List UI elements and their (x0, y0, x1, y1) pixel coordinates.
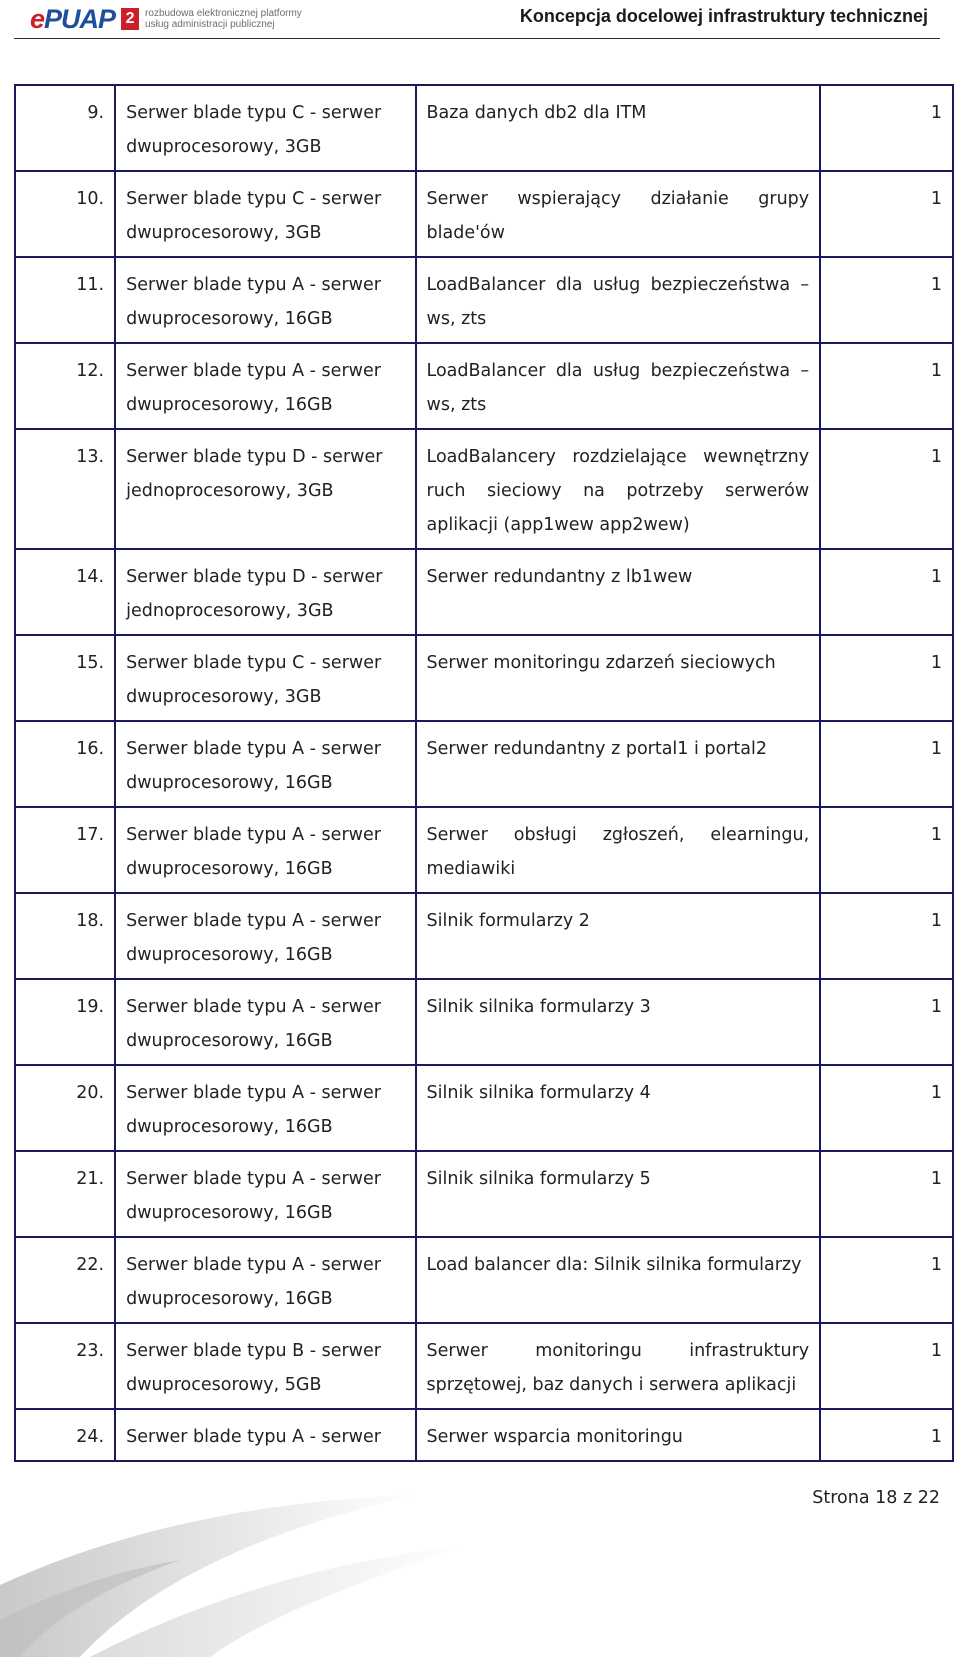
table-row (15, 807, 953, 893)
server-type-cell: Serwer blade typu C - serwer dwuprocesorowy, 3GB (115, 85, 415, 171)
table-row (15, 549, 953, 635)
quantity-cell: 1 (820, 1409, 953, 1461)
quantity-cell: 1 (820, 1237, 953, 1323)
quantity-cell: 1 (820, 1151, 953, 1237)
logo-tagline: rozbudowa elektronicznej platformy usług administracji publicznej (145, 8, 302, 30)
server-type-cell: Serwer blade typu C - serwer dwuprocesorowy, 3GB (115, 171, 415, 257)
document-title: Koncepcja docelowej infrastruktury technicznej (519, 6, 928, 26)
table-row (15, 893, 953, 979)
row-number-cell: 17. (15, 807, 115, 893)
server-purpose-cell: LoadBalancer dla usług bezpieczeństwa – ws, zts (416, 343, 821, 429)
server-purpose-cell: Serwer redundantny z portal1 i portal2 (416, 721, 821, 807)
quantity-cell: 1 (820, 171, 953, 257)
logo-number-badge: 2 (121, 8, 139, 30)
server-type-cell: Serwer blade typu B - serwer dwuprocesorowy, 5GB (115, 1323, 415, 1409)
server-purpose-cell: Serwer wsparcia monitoringu (416, 1409, 821, 1461)
table-row (15, 85, 953, 171)
server-purpose-cell: Silnik formularzy 2 (416, 893, 821, 979)
table-row (15, 1237, 953, 1323)
table-row (15, 343, 953, 429)
table-row (15, 257, 953, 343)
table-row (15, 429, 953, 549)
server-type-cell: Serwer blade typu A - serwer (115, 1409, 415, 1461)
server-purpose-cell: Silnik silnika formularzy 3 (416, 979, 821, 1065)
server-purpose-cell: LoadBalancery rozdzielające wewnętrzny ruch sieciowy na potrzeby serwerów aplikacji (app1wew app2wew) (416, 429, 821, 549)
server-purpose-cell: Serwer obsługi zgłoszeń, elearningu, mediawiki (416, 807, 821, 893)
quantity-cell: 1 (820, 635, 953, 721)
server-type-cell: Serwer blade typu D - serwer jednoprocesorowy, 3GB (115, 429, 415, 549)
row-number-cell: 22. (15, 1237, 115, 1323)
server-type-cell: Serwer blade typu A - serwer dwuprocesorowy, 16GB (115, 721, 415, 807)
table-row (15, 1151, 953, 1237)
server-purpose-cell: LoadBalancer dla usług bezpieczeństwa – ws, zts (416, 257, 821, 343)
logo-wordmark: ePUAP (30, 3, 116, 34)
row-number-cell: 18. (15, 893, 115, 979)
quantity-cell: 1 (820, 1323, 953, 1409)
quantity-cell: 1 (820, 721, 953, 807)
server-type-cell: Serwer blade typu A - serwer dwuprocesorowy, 16GB (115, 893, 415, 979)
quantity-cell: 1 (820, 343, 953, 429)
row-number-cell: 9. (15, 85, 115, 171)
quantity-cell: 1 (820, 807, 953, 893)
row-number-cell: 21. (15, 1151, 115, 1237)
row-number-cell: 13. (15, 429, 115, 549)
table-row (15, 1065, 953, 1151)
row-number-cell: 16. (15, 721, 115, 807)
server-purpose-cell: Serwer wspierający działanie grupy blade'ów (416, 171, 821, 257)
quantity-cell: 1 (820, 257, 953, 343)
row-number-cell: 12. (15, 343, 115, 429)
server-type-cell: Serwer blade typu A - serwer dwuprocesorowy, 16GB (115, 257, 415, 343)
server-purpose-cell: Baza danych db2 dla ITM (416, 85, 821, 171)
row-number-cell: 23. (15, 1323, 115, 1409)
epuap-logo (30, 4, 302, 34)
server-type-cell: Serwer blade typu A - serwer dwuprocesorowy, 16GB (115, 1065, 415, 1151)
quantity-cell: 1 (820, 1065, 953, 1151)
decorative-swoosh (0, 1490, 620, 1657)
server-purpose-cell: Serwer monitoringu zdarzeń sieciowych (416, 635, 821, 721)
row-number-cell: 24. (15, 1409, 115, 1461)
table-row (15, 979, 953, 1065)
table-row (15, 171, 953, 257)
row-number-cell: 15. (15, 635, 115, 721)
server-purpose-cell: Serwer redundantny z lb1wew (416, 549, 821, 635)
server-type-cell: Serwer blade typu A - serwer dwuprocesorowy, 16GB (115, 1237, 415, 1323)
server-table-body (15, 85, 953, 1461)
quantity-cell: 1 (820, 85, 953, 171)
server-table (14, 84, 954, 1462)
quantity-cell: 1 (820, 429, 953, 549)
server-type-cell: Serwer blade typu A - serwer dwuprocesorowy, 16GB (115, 343, 415, 429)
server-purpose-cell: Silnik silnika formularzy 4 (416, 1065, 821, 1151)
server-type-cell: Serwer blade typu C - serwer dwuprocesorowy, 3GB (115, 635, 415, 721)
server-purpose-cell: Load balancer dla: Silnik silnika formularzy (416, 1237, 821, 1323)
table-row (15, 1323, 953, 1409)
page-header (14, 0, 940, 39)
server-purpose-cell: Serwer monitoringu infrastruktury sprzętowej, baz danych i serwera aplikacji (416, 1323, 821, 1409)
server-type-cell: Serwer blade typu A - serwer dwuprocesorowy, 16GB (115, 979, 415, 1065)
quantity-cell: 1 (820, 979, 953, 1065)
row-number-cell: 20. (15, 1065, 115, 1151)
table-row (15, 721, 953, 807)
quantity-cell: 1 (820, 549, 953, 635)
row-number-cell: 10. (15, 171, 115, 257)
server-type-cell: Serwer blade typu D - serwer jednoprocesorowy, 3GB (115, 549, 415, 635)
server-purpose-cell: Silnik silnika formularzy 5 (416, 1151, 821, 1237)
row-number-cell: 19. (15, 979, 115, 1065)
row-number-cell: 11. (15, 257, 115, 343)
server-type-cell: Serwer blade typu A - serwer dwuprocesorowy, 16GB (115, 1151, 415, 1237)
table-row (15, 635, 953, 721)
table-row (15, 1409, 953, 1461)
page-number: Strona 18 z 22 (812, 1488, 940, 1508)
row-number-cell: 14. (15, 549, 115, 635)
quantity-cell: 1 (820, 893, 953, 979)
server-type-cell: Serwer blade typu A - serwer dwuprocesorowy, 16GB (115, 807, 415, 893)
